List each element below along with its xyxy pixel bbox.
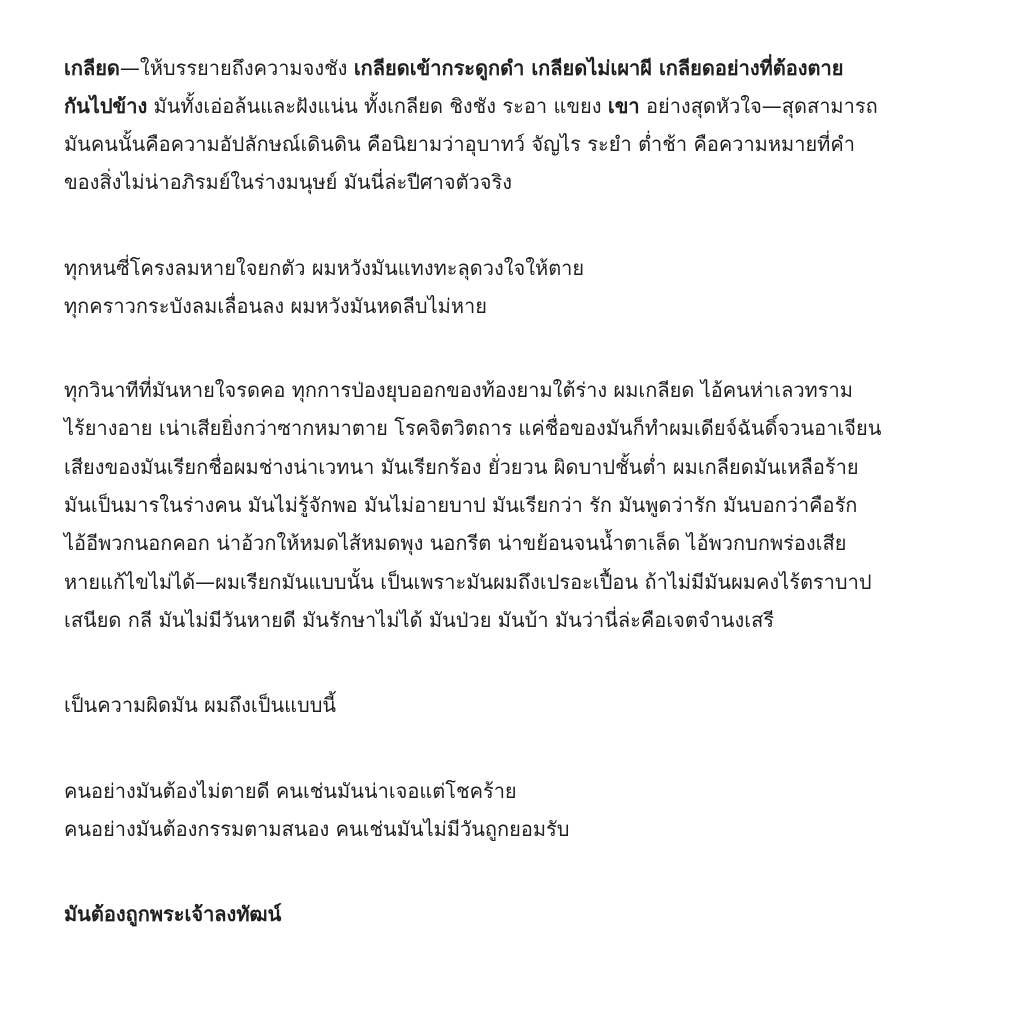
paragraph-1-line-1 [64, 53, 843, 83]
paragraph-5-line-2: คนอย่างมันต้องกรรมตามสนอง คนเช่นมันไม่มีวันถูกยอมรับ [64, 817, 570, 841]
body-text: มันทั้งเอ่อล้นและฝังแน่น ทั้งเกลียด ชิงชัง ระอา แขยง [147, 94, 608, 118]
paragraph-3-line-5: ไอ้อีพวกนอกคอก น่าอ้วกให้หมดไส้หมดพุง นอกรีต น่าขย้อนจนน้ำตาเล็ด ไอ้พวกบกพร่องเสีย [64, 531, 847, 555]
body-text: —ให้บรรยายถึงความจงชัง [119, 56, 354, 80]
bold-text: เกลียดเข้ากระดูกดำ เกลียดไม่เผาผี เกลียดอย่างที่ต้องตาย [353, 56, 844, 80]
paragraph-6-line-1: มันต้องถูกพระเจ้าลงทัฒน์ [64, 902, 282, 926]
bold-text: เกลียด [64, 56, 120, 80]
paragraph-2-line-1: ทุกหนซี่โครงลมหายใจยกตัว ผมหวังมันแทงทะลุดวงใจให้ตาย [64, 256, 585, 280]
body-text: อย่างสุดหัวใจ—สุดสามารถ [639, 94, 878, 118]
paragraph-4-line-1: เป็นความผิดมัน ผมถึงเป็นแบบนี้ [64, 693, 337, 717]
paragraph-3-line-3: เสียงของมันเรียกชื่อผมช่างน่าเวทนา มันเรียกร้อง ยั่วยวน ผิดบาปชั้นต่ำ ผมเกลียดมันเหลือร้าย [64, 455, 859, 479]
paragraph-3-line-2: ไร้ยางอาย เน่าเสียยิ่งกว่าซากหมาตาย โรคจิตวิตถาร แค่ชื่อของมันก็ทำผมเดียจ์ฉันดิ์จวนอาเจียน [64, 416, 882, 440]
bold-text: เขา [607, 94, 640, 118]
paragraph-3-line-7: เสนียด กลี มันไม่มีวันหายดี มันรักษาไม่ได้ มันป่วย มันบ้า มันว่านี่ล่ะคือเจตจำนงเสรี [64, 608, 775, 632]
paragraph-2-line-2: ทุกคราวกระบังลมเลื่อนลง ผมหวังมันหดลีบไม่หาย [64, 294, 487, 318]
paragraph-5-line-1: คนอย่างมันต้องไม่ตายดี คนเช่นมันน่าเจอแต่โชคร้าย [64, 779, 517, 803]
paragraph-1-line-4: ของสิ่งไม่น่าอภิรมย์ในร่างมนุษย์ มันนี่ล่ะปีศาจตัวจริง [64, 170, 513, 194]
paragraph-3-line-6: หายแก้ไขไม่ได้—ผมเรียกมันแบบนั้น เป็นเพราะมันผมถึงเปรอะเปื้อน ถ้าไม่มีมันผมคงไร้ตราบาป [64, 570, 872, 594]
paragraph-3-line-1: ทุกวินาทีที่มันหายใจรดคอ ทุกการป่องยุบออกของท้องยามใต้ร่าง ผมเกลียด ไอ้คนห่าเลวทราม [64, 378, 853, 402]
paragraph-3-line-4: มันเป็นมารในร่างคน มันไม่รู้จักพอ มันไม่อายบาป มันเรียกว่า รัก มันพูดว่ารัก มันบอกว่าคือรัก [64, 493, 858, 517]
paragraph-1-line-2 [64, 91, 878, 121]
paragraph-1-line-3: มันคนนั้นคือความอัปลักษณ์เดินดิน คือนิยามว่าอุบาทว์ จัญไร ระยำ ต่ำช้า คือความหมายที่คำ [64, 132, 855, 156]
bold-text: กันไปข้าง [64, 94, 148, 118]
